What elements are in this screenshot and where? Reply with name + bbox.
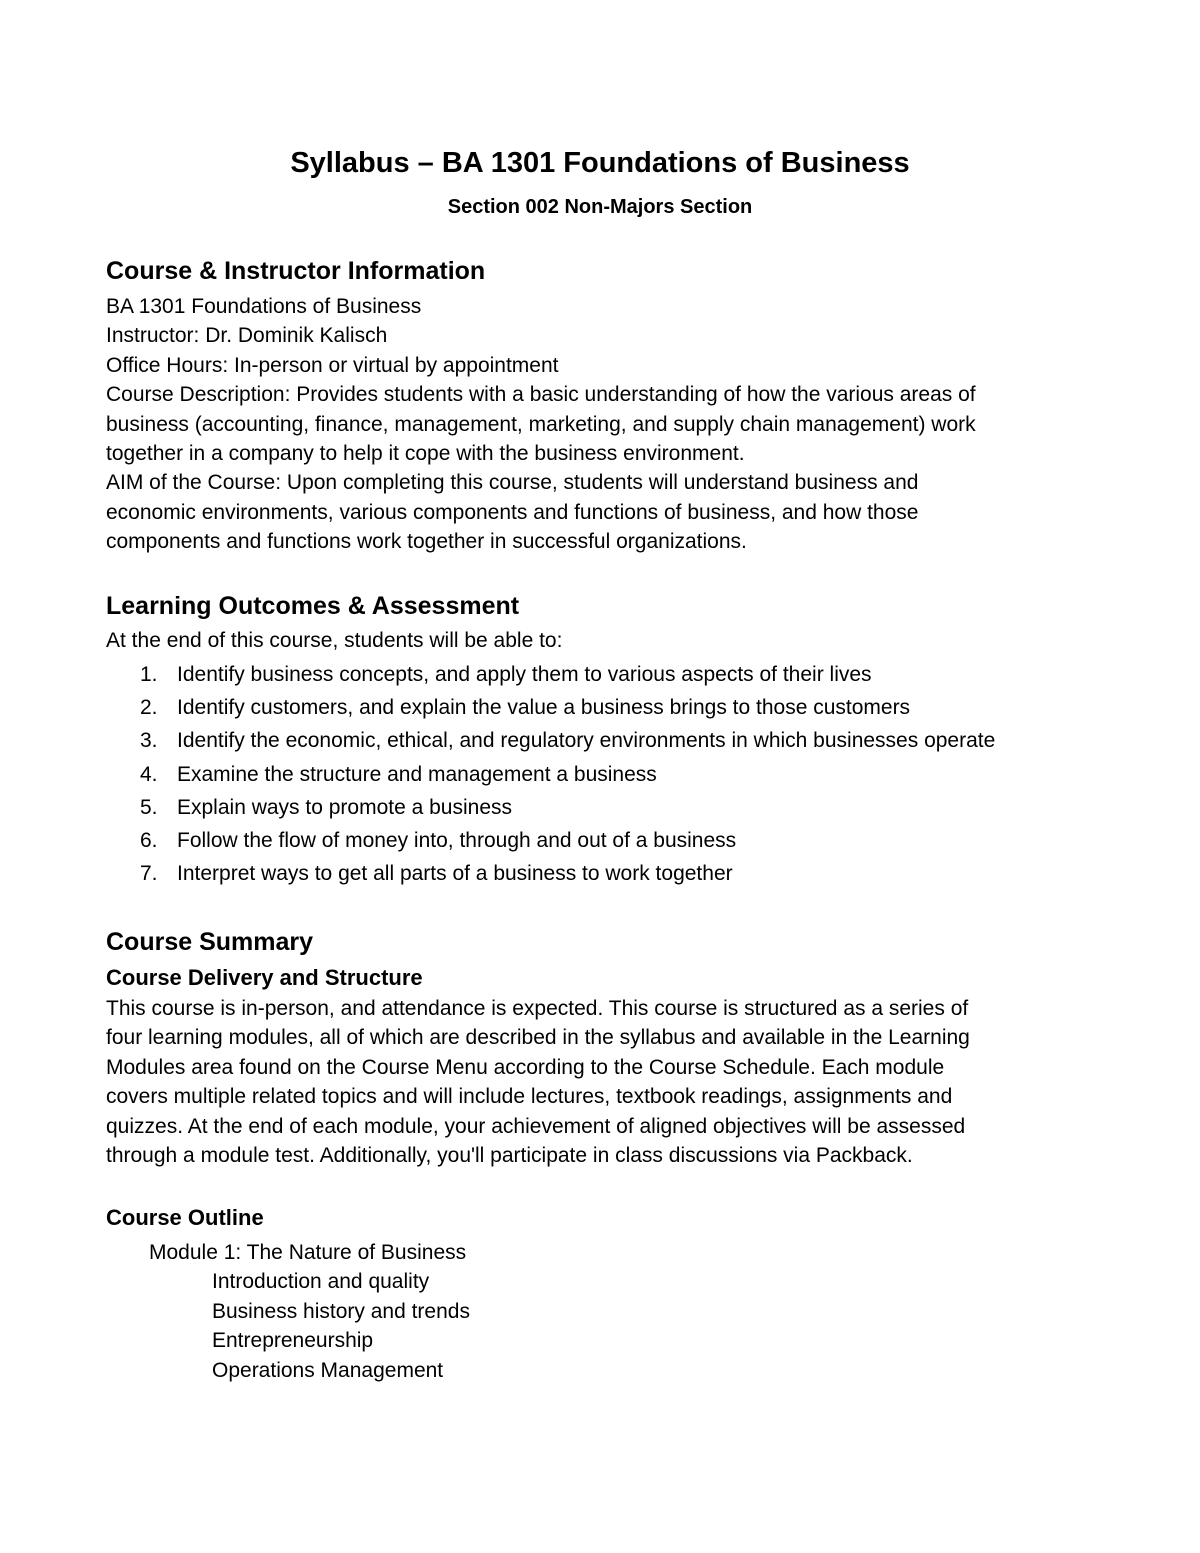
- office-hours-line: Office Hours: In-person or virtual by appointment: [106, 353, 559, 377]
- outline-topic: Business history and trends: [212, 1299, 470, 1323]
- document-subtitle: Section 002 Non-Majors Section: [447, 196, 753, 218]
- course-outline-body: [0, 1238, 1200, 1385]
- list-item-text: Identify the economic, ethical, and regulatory environments in which businesses operate: [177, 729, 996, 753]
- learning-outcomes-heading: Learning Outcomes & Assessment: [106, 592, 520, 620]
- list-item-number: 7.: [140, 862, 158, 886]
- course-delivery-line: through a module test. Additionally, you'll participate in class discussions via Packback.: [106, 1144, 913, 1168]
- course-description-line: Course Description: Provides students with a basic understanding of how the various areas of: [106, 383, 976, 407]
- outline-topic: Entrepreneurship: [212, 1329, 374, 1353]
- outline-topic: Introduction and quality: [212, 1270, 430, 1294]
- list-item-text: Interpret ways to get all parts of a business to work together: [177, 862, 733, 886]
- course-aim-line: economic environments, various components and functions of business, and how those: [106, 500, 919, 524]
- list-item-text: Examine the structure and management a business: [177, 762, 657, 786]
- learning-outcomes-intro: [106, 626, 1096, 655]
- course-summary-heading: Course Summary: [106, 928, 314, 956]
- course-description-line: together in a company to help it cope with the business environment.: [106, 442, 745, 466]
- list-item-text: Identify customers, and explain the value a business brings to those customers: [177, 696, 911, 720]
- list-item: [106, 857, 1106, 890]
- list-item: [106, 691, 1106, 724]
- list-item-number: 1.: [140, 663, 158, 686]
- course-delivery-body: [106, 994, 1096, 1170]
- learning-outcomes-intro-text: At the end of this course, students will be able to:: [106, 629, 563, 652]
- course-delivery-line: four learning modules, all of which are described in the syllabus and available in the Learning: [106, 1026, 970, 1050]
- course-description-line: business (accounting, finance, management, marketing, and supply chain management) work: [106, 412, 976, 436]
- course-aim-line: AIM of the Course: Upon completing this course, students will understand business and: [106, 471, 919, 495]
- list-item: [106, 824, 1106, 857]
- course-info-body: [106, 292, 1096, 557]
- instructor-line: Instructor: Dr. Dominik Kalisch: [106, 324, 388, 348]
- course-outline-heading: Course Outline: [106, 1205, 264, 1230]
- course-aim-line: components and functions work together in successful organizations.: [106, 530, 747, 554]
- list-item-number: 2.: [140, 696, 158, 720]
- list-item-text: Identify business concepts, and apply them to various aspects of their lives: [177, 663, 872, 686]
- list-item: [106, 724, 1106, 757]
- list-item: [106, 758, 1106, 791]
- list-item-text: Follow the flow of money into, through and out of a business: [177, 828, 737, 852]
- course-delivery-line: covers multiple related topics and will include lectures, textbook readings, assignments and: [106, 1085, 953, 1109]
- list-item: [106, 658, 1106, 691]
- course-delivery-line: quizzes. At the end of each module, your achievement of aligned objectives will be assessed: [106, 1114, 966, 1138]
- course-name-line: BA 1301 Foundations of Business: [106, 295, 422, 318]
- course-delivery-line: Modules area found on the Course Menu according to the Course Schedule. Each module: [106, 1055, 945, 1079]
- list-item-number: 3.: [140, 729, 158, 753]
- course-info-heading: Course & Instructor Information: [106, 257, 486, 285]
- list-item: [106, 791, 1106, 824]
- document-title: Syllabus – BA 1301 Foundations of Business: [290, 147, 910, 179]
- course-delivery-line: This course is in-person, and attendance is expected. This course is structured as a series of: [106, 997, 969, 1020]
- outline-module: Module 1: The Nature of Business: [149, 1241, 467, 1264]
- course-delivery-subheading: Course Delivery and Structure: [106, 965, 423, 990]
- learning-outcomes-list: [106, 658, 1106, 890]
- list-item-text: Explain ways to promote a business: [177, 795, 513, 819]
- list-item-number: 6.: [140, 828, 158, 852]
- list-item-number: 4.: [140, 762, 158, 786]
- outline-topic: Operations Management: [212, 1358, 444, 1382]
- list-item-number: 5.: [140, 795, 158, 819]
